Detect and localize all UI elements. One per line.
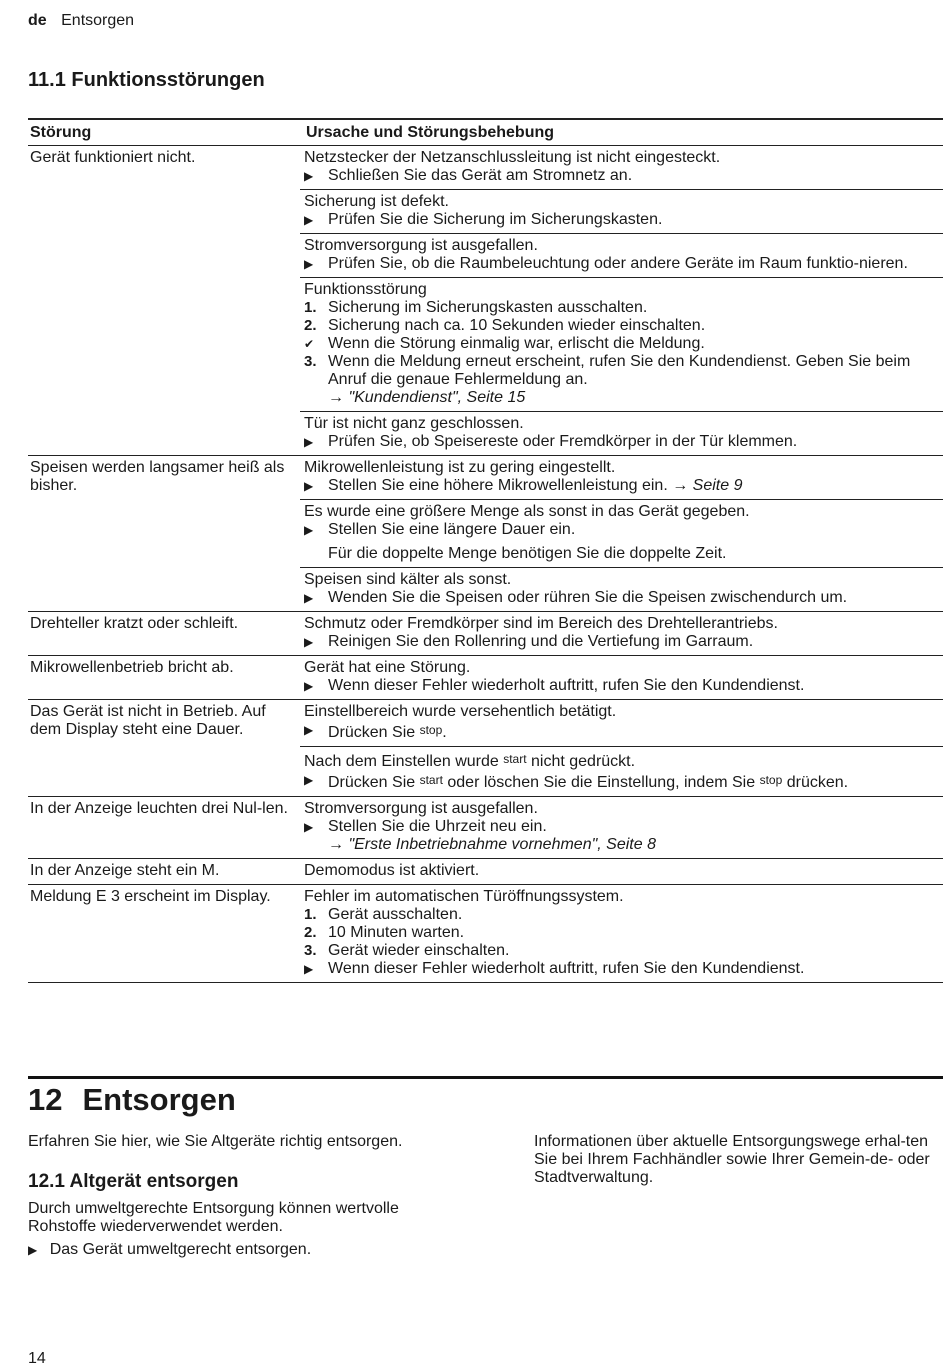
cause-line <box>304 677 943 695</box>
cause-line <box>304 299 943 317</box>
table-row <box>28 146 943 456</box>
cause-line <box>304 633 943 651</box>
chapter-rule <box>28 1076 943 1079</box>
cause-block <box>300 277 943 411</box>
cause-block <box>300 885 943 982</box>
cause-block <box>300 146 943 189</box>
line-text: Einstellbereich wurde versehentlich betätigt. <box>304 703 617 720</box>
cause-line <box>304 589 943 607</box>
cross-reference: → "Kundendienst", Seite 15 <box>328 389 526 406</box>
cause-block <box>300 411 943 455</box>
cause-line <box>304 942 943 960</box>
line-text: Gerät hat eine Störung. <box>304 659 471 676</box>
cause-line <box>304 721 943 742</box>
header-cause: Ursache und Störungsbehebung <box>306 123 555 141</box>
bullet-icon: ▶ <box>304 169 314 183</box>
line-text: Stellen Sie die Uhrzeit neu ein. <box>328 818 547 835</box>
cause-line <box>304 924 943 942</box>
subsection-bullet-item <box>28 1241 448 1259</box>
cause-block <box>300 233 943 277</box>
bullet-icon: ▶ <box>304 773 314 787</box>
cause-line <box>304 818 943 836</box>
cause-cell <box>300 859 943 884</box>
subsection-bullet: Das Gerät umweltgerecht entsorgen. <box>49 1241 312 1258</box>
cause-cell <box>300 612 943 655</box>
symptom-cell: Das Gerät ist nicht in Betrieb. Auf dem Display steht eine Dauer. <box>30 703 266 738</box>
symptom-cell: Mikrowellenbetrieb bricht ab. <box>30 659 234 676</box>
line-text: Mikrowellenleistung ist zu gering eingestellt. <box>304 459 616 476</box>
cross-reference: → "Erste Inbetriebnahme vornehmen", Seite 8 <box>328 836 656 853</box>
line-text: Wenn dieser Fehler wiederholt auftritt, rufen Sie den Kundendienst. <box>328 960 805 977</box>
bullet-icon: ▶ <box>304 635 314 649</box>
line-text: Demomodus ist aktiviert. <box>304 862 480 879</box>
line-text: Fehler im automatischen Türöffnungssystem. <box>304 888 624 905</box>
line-text: Wenn die Meldung erneut erscheint, rufen Sie den Kundendienst. Geben Sie beim Anruf die genaue Fehlermeldung an. <box>328 353 911 388</box>
key-symbol: start <box>503 752 527 766</box>
cause-line <box>304 888 943 906</box>
cause-line <box>304 193 943 211</box>
cause-line <box>304 167 943 185</box>
line-text: Wenden Sie die Speisen oder rühren Sie die Speisen zwischendurch um. <box>328 589 848 606</box>
cause-line <box>304 149 943 167</box>
page-header <box>28 12 134 30</box>
table-row <box>28 456 943 612</box>
line-text: Prüfen Sie die Sicherung im Sicherungskasten. <box>328 211 663 228</box>
section-title: 11.1 Funktionsstörungen <box>28 69 265 91</box>
cause-cell <box>300 456 943 611</box>
bullet-icon: ▶ <box>304 679 314 693</box>
bullet-icon: ▶ <box>304 213 314 227</box>
symptom-cell: In der Anzeige leuchten drei Nul-len. <box>30 800 288 817</box>
table-row <box>28 797 943 859</box>
cause-line <box>304 477 943 495</box>
chapter-intro: Erfahren Sie hier, wie Sie Altgeräte richtig entsorgen. <box>28 1133 403 1150</box>
key-symbol: stop <box>419 723 443 737</box>
table-row <box>28 885 943 983</box>
header-section: Entsorgen <box>61 12 135 29</box>
line-text: Stromversorgung ist ausgefallen. <box>304 237 538 254</box>
bullet-icon: ▶ <box>304 962 314 976</box>
cause-line <box>304 503 943 521</box>
check-icon: ✔ <box>304 337 315 351</box>
header-symptom: Störung <box>30 123 92 141</box>
bullet-icon: ▶ <box>304 820 314 834</box>
step-number: 3. <box>304 353 317 370</box>
cause-block <box>300 567 943 611</box>
table-row <box>28 612 943 656</box>
chapter-title <box>28 1082 236 1118</box>
line-text: Schmutz oder Fremdkörper sind im Bereich des Drehtellerantriebs. <box>304 615 778 632</box>
step-number: 3. <box>304 942 317 959</box>
cause-cell <box>300 146 943 455</box>
text-part: Nach dem Einstellen wurde <box>304 753 504 770</box>
cause-line <box>304 237 943 255</box>
chapter-number: 12 <box>28 1082 63 1117</box>
chapter-name: Entsorgen <box>82 1082 236 1117</box>
text-part: drücken. <box>782 774 849 791</box>
symptom-cell: In der Anzeige steht ein M. <box>30 862 220 879</box>
line-text: 10 Minuten warten. <box>328 924 465 941</box>
step-number: 1. <box>304 906 317 923</box>
table-body <box>28 146 943 983</box>
cause-cell <box>300 885 943 982</box>
cause-line <box>304 703 943 721</box>
cause-cell <box>300 656 943 699</box>
line-text: Für die doppelte Menge benötigen Sie die doppelte Zeit. <box>328 545 727 562</box>
cause-line <box>304 389 943 407</box>
cause-block <box>300 797 943 858</box>
cause-block <box>300 456 943 499</box>
line-text: Stellen Sie eine längere Dauer ein. <box>328 521 576 538</box>
line-text: Stromversorgung ist ausgefallen. <box>304 800 538 817</box>
cause-block <box>300 499 943 567</box>
cause-line <box>304 415 943 433</box>
cause-line <box>304 615 943 633</box>
line-text: Gerät ausschalten. <box>328 906 463 923</box>
cause-block <box>300 746 943 796</box>
cause-line <box>304 545 943 563</box>
cause-line <box>304 335 943 353</box>
key-symbol: start <box>419 773 443 787</box>
bullet-icon: ▶ <box>304 523 314 537</box>
table-row <box>28 656 943 700</box>
line-text: Netzstecker der Netzanschlussleitung ist nicht eingesteckt. <box>304 149 721 166</box>
line-text: Reinigen Sie den Rollenring und die Vertiefung im Garraum. <box>328 633 754 650</box>
text-part: . <box>442 724 447 741</box>
line-text: Gerät wieder einschalten. <box>328 942 510 959</box>
line-text: Es wurde eine größere Menge als sonst in das Gerät gegeben. <box>304 503 750 520</box>
line-text: Speisen sind kälter als sonst. <box>304 571 512 588</box>
line-text: Schließen Sie das Gerät am Stromnetz an. <box>328 167 633 184</box>
cause-line <box>304 862 943 880</box>
bullet-icon: ▶ <box>304 479 314 493</box>
cross-reference: → Seite 9 <box>667 477 743 494</box>
language-code: de <box>28 12 47 29</box>
text-part: oder löschen Sie die Einstellung, indem Sie <box>442 774 760 791</box>
cause-line <box>304 211 943 229</box>
table-row <box>28 859 943 885</box>
cause-line <box>304 836 943 854</box>
cause-line <box>304 659 943 677</box>
cause-block <box>300 859 943 884</box>
bullet-icon: ▶ <box>304 257 314 271</box>
symptom-cell: Speisen werden langsamer heiß als bisher. <box>30 459 285 494</box>
key-symbol: stop <box>759 773 783 787</box>
step-number: 2. <box>304 924 317 941</box>
cause-line <box>304 521 943 539</box>
cause-line <box>304 960 943 978</box>
line-text: Sicherung ist defekt. <box>304 193 449 210</box>
disposal-info: Informationen über aktuelle Entsorgungswege erhal-ten Sie bei Ihrem Fachhändler sowie Ihrer Gemein-de- oder Stadtverwaltung. <box>534 1133 930 1186</box>
symptom-cell: Drehteller kratzt oder schleift. <box>30 615 239 632</box>
line-text: Wenn dieser Fehler wiederholt auftritt, rufen Sie den Kundendienst. <box>328 677 805 694</box>
cause-line <box>304 433 943 451</box>
line-text: Wenn die Störung einmalig war, erlischt die Meldung. <box>328 335 705 352</box>
bullet-icon: ▶ <box>28 1243 38 1257</box>
step-number: 1. <box>304 299 317 316</box>
cause-cell <box>300 797 943 858</box>
line-text: Sicherung nach ca. 10 Sekunden wieder einschalten. <box>328 317 706 334</box>
line-text: Stellen Sie eine höhere Mikrowellenleistung ein. <box>328 477 668 494</box>
bullet-icon: ▶ <box>304 723 314 737</box>
subsection-title: 12.1 Altgerät entsorgen <box>28 1171 239 1192</box>
bullet-icon: ▶ <box>304 435 314 449</box>
text-part: Drücken Sie <box>328 724 420 741</box>
line-text: Prüfen Sie, ob Speisereste oder Fremdkörper in der Tür klemmen. <box>328 433 798 450</box>
line-text: Sicherung im Sicherungskasten ausschalten. <box>328 299 648 316</box>
line-text: Prüfen Sie, ob die Raumbeleuchtung oder andere Geräte im Raum funktio-nieren. <box>328 255 908 272</box>
cause-line <box>304 459 943 477</box>
cause-line <box>304 281 943 299</box>
cause-line <box>304 255 943 273</box>
symptom-cell: Meldung E 3 erscheint im Display. <box>30 888 271 905</box>
cause-line <box>304 317 943 335</box>
text-part: nicht gedrückt. <box>526 753 636 770</box>
cause-block <box>300 656 943 699</box>
line-text: Tür ist nicht ganz geschlossen. <box>304 415 524 432</box>
table-row <box>28 700 943 797</box>
cause-line <box>304 906 943 924</box>
troubleshooting-table <box>28 118 943 983</box>
subsection-text: Durch umweltgerechte Entsorgung können wertvolle Rohstoffe wiederverwendet werden. <box>28 1200 399 1235</box>
step-number: 2. <box>304 317 317 334</box>
line-text: Funktionsstörung <box>304 281 427 298</box>
cause-cell <box>300 700 943 796</box>
table-header <box>28 118 943 146</box>
text-part: Drücken Sie <box>328 774 420 791</box>
cause-line <box>304 771 943 792</box>
cause-line <box>304 750 943 771</box>
cause-line <box>304 571 943 589</box>
page-number: 14 <box>28 1350 46 1367</box>
cause-line <box>304 800 943 818</box>
cause-block <box>300 189 943 233</box>
symptom-cell: Gerät funktioniert nicht. <box>30 149 196 166</box>
bullet-icon: ▶ <box>304 591 314 605</box>
cause-block <box>300 612 943 655</box>
cause-block <box>300 700 943 746</box>
cause-line <box>304 353 943 389</box>
